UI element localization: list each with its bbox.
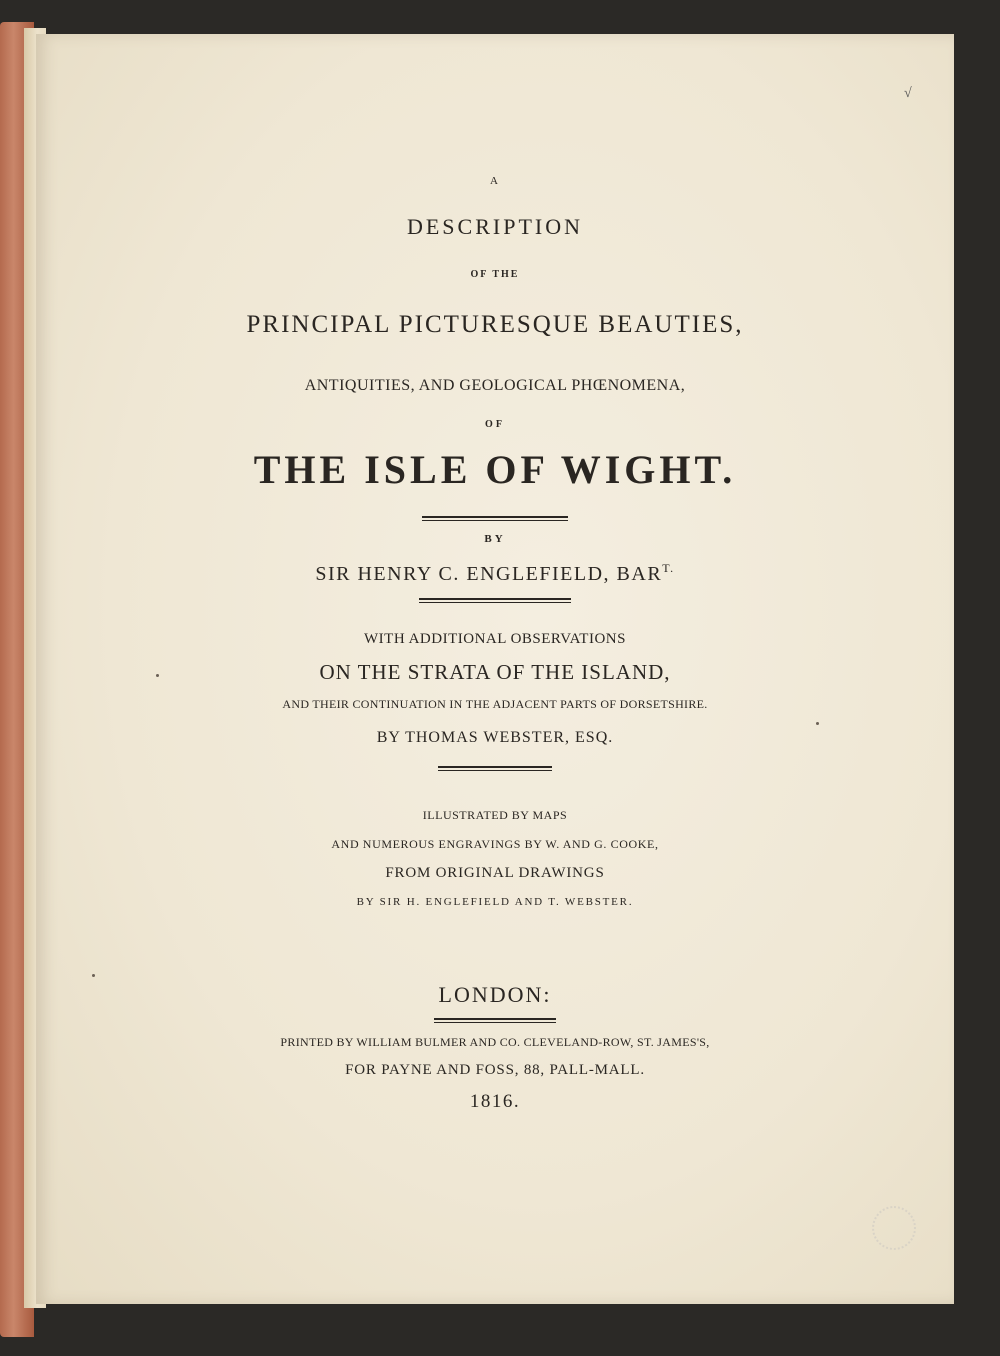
foxing-spot [816,722,819,725]
foxing-spot [92,974,95,977]
author-name: SIR HENRY C. ENGLEFIELD, BAR [315,563,663,585]
year-line: 1816. [469,1091,521,1112]
printer-line: PRINTED BY WILLIAM BULMER AND CO. CLEVELAND-ROW, ST. JAMES'S, [280,1035,710,1049]
title-of: OF [485,419,505,430]
sir-h-line: BY SIR H. ENGLEFIELD AND T. WEBSTER. [356,896,634,908]
webster-line: BY THOMAS WEBSTER, ESQ. [376,729,614,746]
rule-1 [422,516,568,521]
london-line: LONDON: [438,982,552,1007]
rule-2 [419,598,571,603]
title-article: A [490,175,500,187]
engravings-line: AND NUMEROUS ENGRAVINGS BY W. AND G. COOKE, [331,837,659,851]
author-line [36,561,954,585]
illustrated-line: ILLUSTRATED BY MAPS [422,808,568,822]
drawings-line: FROM ORIGINAL DRAWINGS [385,865,605,881]
dorsetshire-line: AND THEIR CONTINUATION IN THE ADJACENT PARTS OF DORSETSHIRE. [282,697,708,711]
main-title: THE ISLE OF WIGHT. [253,447,737,492]
author-title-sup: T. [662,561,675,575]
publisher-line: FOR PAYNE AND FOSS, 88, PALL-MALL. [345,1062,645,1078]
pencil-mark: √ [904,86,912,101]
library-stamp [872,1206,916,1250]
rule-4 [434,1018,556,1023]
additional-observations: WITH ADDITIONAL OBSERVATIONS [364,631,626,647]
strata-line: ON THE STRATA OF THE ISLAND, [319,660,671,684]
title-of-the: OF THE [470,269,520,280]
foxing-spot [156,674,159,677]
by-label: BY [484,533,506,545]
title-antiquities: ANTIQUITIES, AND GEOLOGICAL PHŒNOMENA, [304,377,686,394]
rule-3 [438,766,552,771]
title-principal: PRINCIPAL PICTURESQUE BEAUTIES, [246,311,744,338]
title-description: DESCRIPTION [406,214,583,239]
title-page [36,34,954,1304]
